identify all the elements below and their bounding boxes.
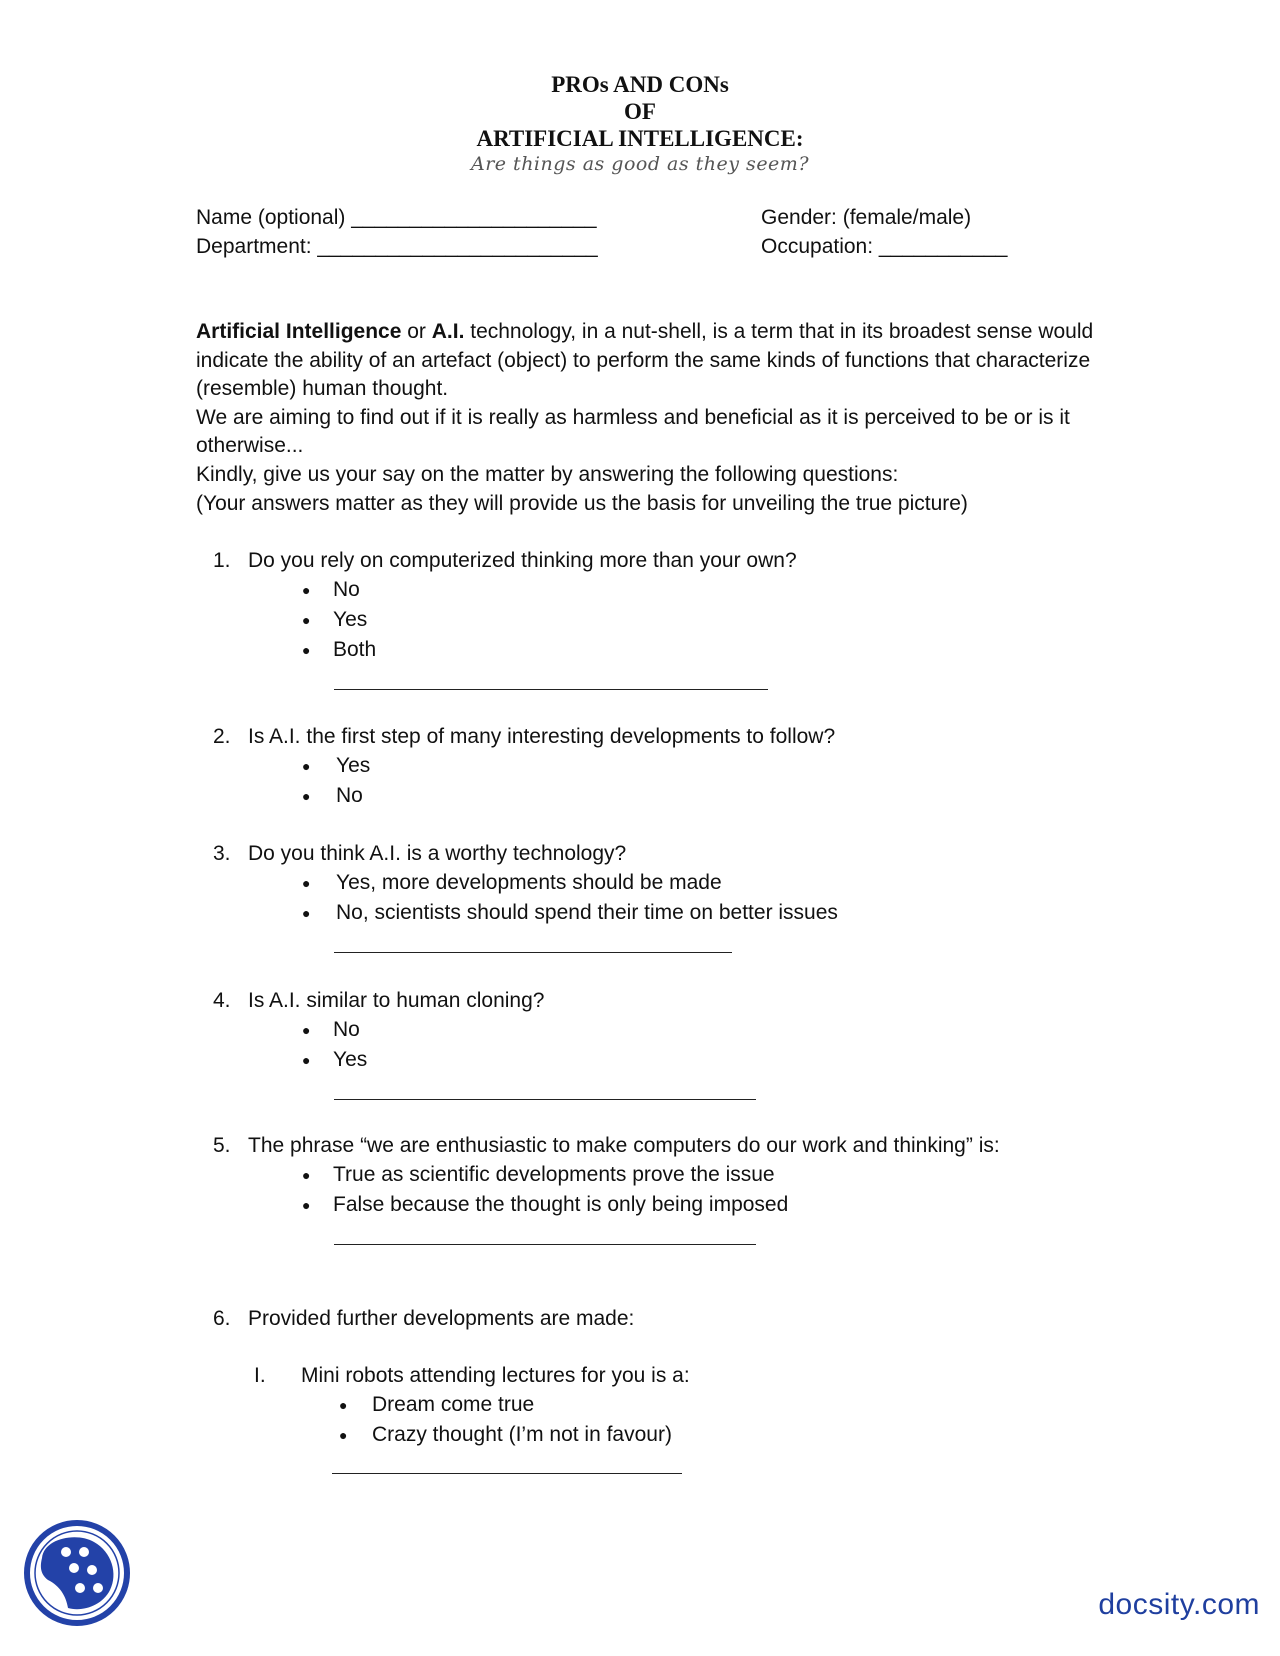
question-number: 3.: [213, 842, 231, 865]
bullet-icon: ●: [302, 905, 311, 921]
question-text: Do you rely on computerized thinking more than your own?: [248, 549, 797, 572]
intro-or: or: [401, 320, 432, 343]
question-number: 5.: [213, 1134, 231, 1157]
docsity-brand-link[interactable]: docsity.com: [1098, 1588, 1260, 1621]
question-number: 1.: [213, 549, 231, 572]
option-label[interactable]: No, scientists should spend their time on better issues: [336, 901, 838, 924]
bullet-icon: ●: [339, 1397, 348, 1413]
option-label[interactable]: Dream come true: [372, 1393, 535, 1416]
docsity-logo-icon[interactable]: [22, 1518, 132, 1628]
bullet-icon: ●: [302, 758, 311, 774]
title-line-1: PROs AND CONs: [551, 72, 729, 97]
department-field-label: Department: ________________________: [196, 235, 598, 258]
bullet-icon: ●: [302, 1197, 311, 1213]
intro-paragraph: [196, 318, 1096, 518]
option-label[interactable]: Yes, more developments should be made: [336, 871, 722, 894]
option-label[interactable]: No: [333, 578, 360, 601]
intro-text-2: We are aiming to find out if it is really as harmless and beneficial as it is perceived to be or is it otherwise...: [196, 405, 1070, 458]
question-text: Provided further developments are made:: [248, 1307, 635, 1330]
intro-text-3: Kindly, give us your say on the matter by answering the following questions:: [196, 462, 899, 486]
answer-line[interactable]: [332, 1473, 682, 1474]
bullet-icon: ●: [302, 582, 311, 598]
option-label[interactable]: Yes: [333, 608, 368, 631]
title-line-3: ARTIFICIAL INTELLIGENCE:: [476, 126, 804, 151]
answer-line[interactable]: [334, 1244, 756, 1245]
bullet-icon: ●: [302, 1167, 311, 1183]
question-number: 4.: [213, 989, 231, 1012]
question-text: The phrase “we are enthusiastic to make computers do our work and thinking” is:: [248, 1134, 1000, 1157]
bullet-icon: ●: [302, 788, 311, 804]
bullet-icon: ●: [339, 1427, 348, 1443]
name-field-label: Name (optional) _____________________: [196, 206, 597, 229]
option-label[interactable]: True as scientific developments prove the issue: [333, 1163, 775, 1186]
bullet-icon: ●: [302, 1052, 311, 1068]
subquestion-text: Mini robots attending lectures for you is a:: [301, 1364, 690, 1387]
question-number: 6.: [213, 1307, 231, 1330]
bullet-icon: ●: [302, 642, 311, 658]
intro-text-4: (Your answers matter as they will provide us the basis for unveiling the true picture): [196, 491, 968, 515]
bullet-icon: ●: [302, 612, 311, 628]
subquestion-number: I.: [254, 1364, 266, 1387]
question-text: Is A.I. the first step of many interesting developments to follow?: [248, 725, 836, 748]
answer-line[interactable]: [334, 689, 768, 690]
option-label[interactable]: No: [336, 784, 363, 807]
answer-line[interactable]: [334, 1099, 756, 1100]
option-label[interactable]: Crazy thought (I’m not in favour): [372, 1423, 672, 1446]
option-label[interactable]: No: [333, 1018, 360, 1041]
question-text: Do you think A.I. is a worthy technology?: [248, 842, 627, 865]
intro-term: Artificial Intelligence: [196, 320, 402, 343]
option-label[interactable]: Both: [333, 638, 377, 661]
bullet-icon: ●: [302, 1022, 311, 1038]
intro-abbr: A.I.: [431, 320, 465, 343]
subtitle: Are things as good as they seem?: [470, 153, 810, 175]
question-number: 2.: [213, 725, 231, 748]
answer-line[interactable]: [334, 952, 732, 953]
intro-definition: [196, 318, 1096, 404]
option-label[interactable]: Yes: [333, 1048, 368, 1071]
intro-text-1: technology, in a nut-shell, is a term that in its broadest sense would indicate the ability of an artefact (object) to perform the same kinds of functions that characterize (resemble) human thought.: [196, 320, 1094, 401]
bullet-icon: ●: [302, 875, 311, 891]
occupation-field-label: Occupation: ___________: [761, 235, 1008, 258]
option-label[interactable]: Yes: [336, 754, 371, 777]
option-label[interactable]: False because the thought is only being imposed: [333, 1193, 789, 1216]
question-text: Is A.I. similar to human cloning?: [248, 989, 545, 1012]
title-line-2: OF: [624, 99, 656, 124]
gender-field-label: Gender: (female/male): [761, 206, 972, 229]
